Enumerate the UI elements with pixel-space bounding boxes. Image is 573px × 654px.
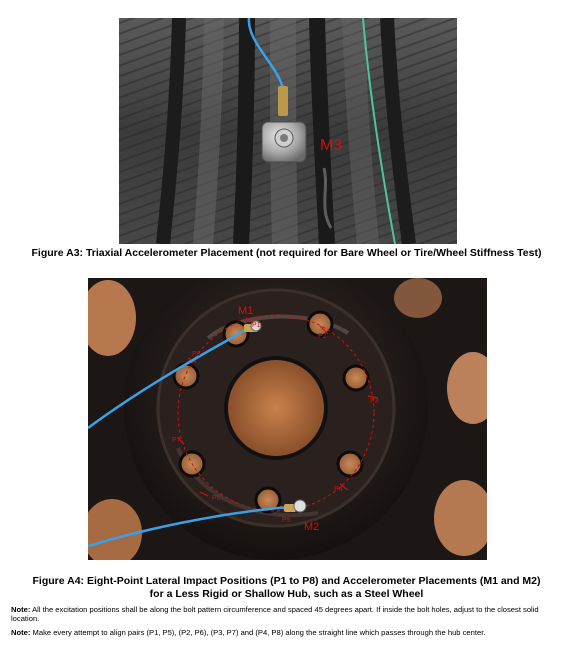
accelerometer-connector	[278, 86, 288, 116]
label-p8: P8	[192, 351, 201, 358]
label-p7: P7	[172, 437, 181, 444]
label-m3: M3	[320, 137, 343, 154]
note-label: Note:	[11, 605, 31, 614]
note-text: Make every attempt to align pairs (P1, P5), (P2, P6), (P3, P7) and (P4, P8) along the straight line which passes through the hub center.	[30, 628, 486, 637]
note-label: Note:	[11, 628, 31, 637]
figure-a3-caption: Figure A3: Triaxial Accelerometer Placement (not required for Bare Wheel or Tire/Wheel Stiffness Test)	[31, 247, 542, 259]
label-p1: P1	[252, 322, 261, 329]
figure-a4-photo	[88, 278, 487, 560]
triaxial-accelerometer	[262, 122, 306, 162]
label-p4: P4	[334, 486, 343, 493]
figure-a4-caption-line1: Figure A4: Eight-Point Lateral Impact Positions (P1 to P8) and Accelerometer Placements (M1 and M2)	[32, 575, 541, 587]
note-align-pairs	[11, 628, 563, 637]
figure-a4-caption	[0, 575, 573, 601]
label-p2: P2	[318, 333, 327, 340]
label-p6: P6	[212, 495, 221, 502]
label-m1: M1	[238, 305, 254, 317]
note-text: All the excitation positions shall be along the bolt pattern circumference and spaced 45 degrees apart. If inside the bolt holes, adjust to the closest solid location.	[11, 605, 539, 623]
steel-wheel-image	[88, 278, 487, 560]
figure-a3-photo	[119, 18, 457, 244]
note-excitation-positions	[11, 605, 563, 623]
label-p5: P5	[282, 517, 291, 524]
tire-tread-image	[119, 18, 457, 244]
figure-a4-caption-line2: for a Less Rigid or Shallow Hub, such as a Steel Wheel	[149, 588, 424, 600]
label-p3: P3	[370, 398, 379, 405]
label-m2: M2	[304, 521, 320, 533]
